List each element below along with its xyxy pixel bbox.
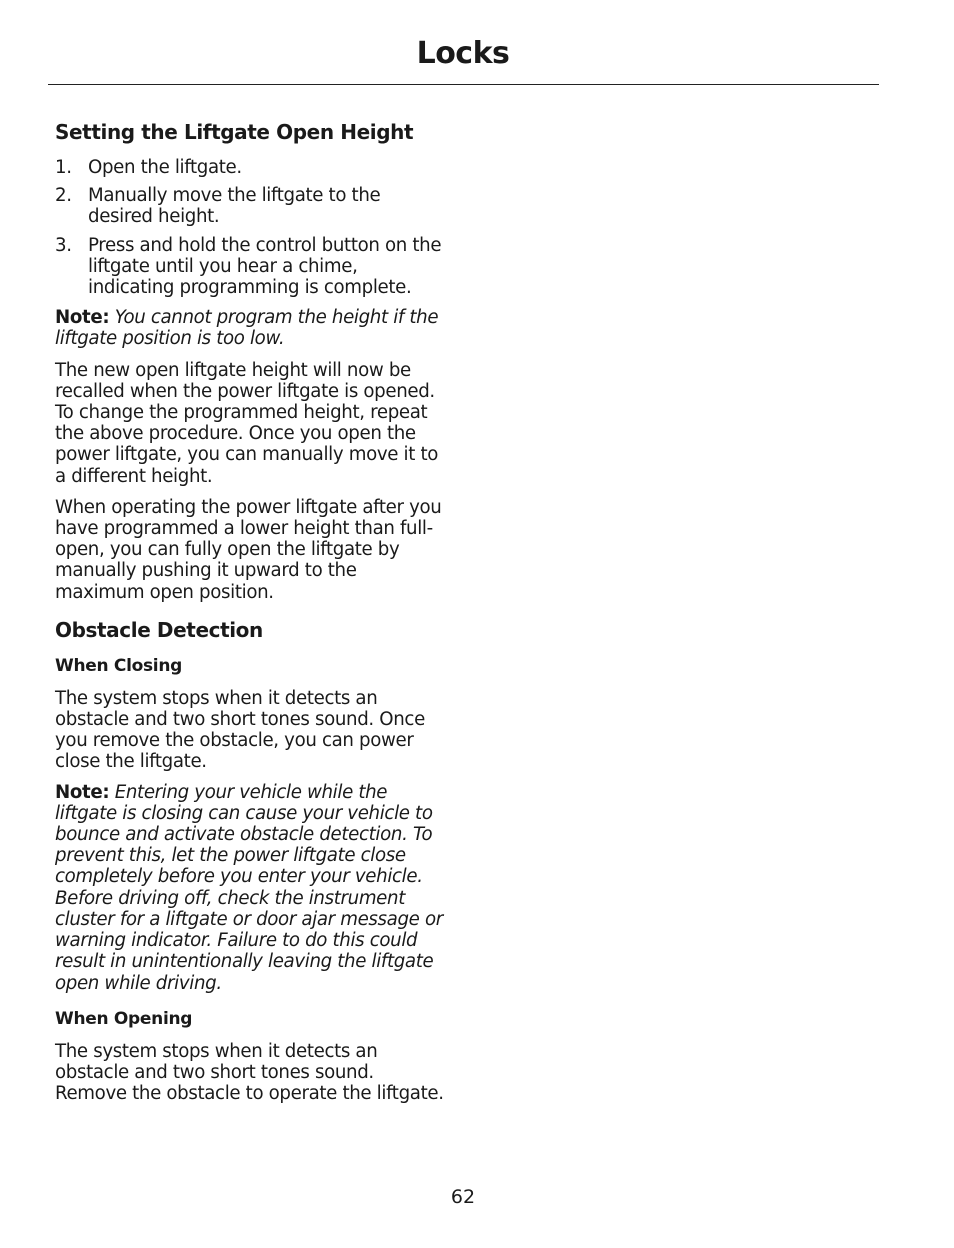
step-number: 3. [55, 234, 72, 256]
step-text: Press and hold the control button on the liftgate until you hear a chime, indicating programming is complete. [88, 234, 442, 299]
content-column [55, 118, 447, 1104]
step-number: 1. [55, 157, 72, 178]
note-height [55, 307, 447, 349]
paragraph-opening: The system stops when it detects an obstacle and two short tones sound. Remove the obstacle to operate the liftgate. [55, 1040, 444, 1105]
paragraph-full-open: When operating the power liftgate after you have programmed a lower height than full-open, you can fully open the liftgate by manually pushing it upward to the maximum open position. [55, 496, 442, 603]
step-text: Manually move the liftgate to the desired height. [88, 185, 381, 228]
note-label: Note: [55, 307, 110, 329]
section-heading-obstacle: Obstacle Detection [55, 617, 263, 642]
step-text: Open the liftgate. [88, 157, 242, 178]
paragraph-closing: The system stops when it detects an obstacle and two short tones sound. Once you remove the obstacle, you can power close the liftgate. [55, 687, 425, 773]
step-number: 2. [55, 185, 72, 207]
section-heading-liftgate-height: Setting the Liftgate Open Height [55, 120, 414, 144]
header-divider [48, 84, 879, 85]
note-label: Note: [55, 781, 110, 803]
note-text: Entering your vehicle while the liftgate is closing can cause your vehicle to bounce and activate obstacle detection. To prevent this, let the power liftgate close completely before you enter your vehicle. Before driving off, check the instrument cluster for a liftgate or door ajar message or warning indicator. Failure to do this could result in unintentionally leaving the liftgate open while driving. [55, 781, 443, 994]
steps-list [55, 157, 447, 298]
list-item [55, 185, 447, 227]
list-item [55, 235, 447, 299]
note-closing [55, 782, 447, 994]
subheading-closing: When Closing [55, 655, 183, 676]
subheading-opening: When Opening [55, 1008, 193, 1029]
note-text: You cannot program the height if the liftgate position is too low. [55, 307, 439, 350]
list-item [55, 157, 447, 178]
page-number: 62 [450, 1186, 476, 1208]
paragraph-recall: The new open liftgate height will now be recalled when the power liftgate is opened. To change the programmed height, repeat the above procedure. Once you open the power liftgate, you can manually move it to a different height. [55, 359, 439, 487]
page-title: Locks [416, 36, 510, 71]
